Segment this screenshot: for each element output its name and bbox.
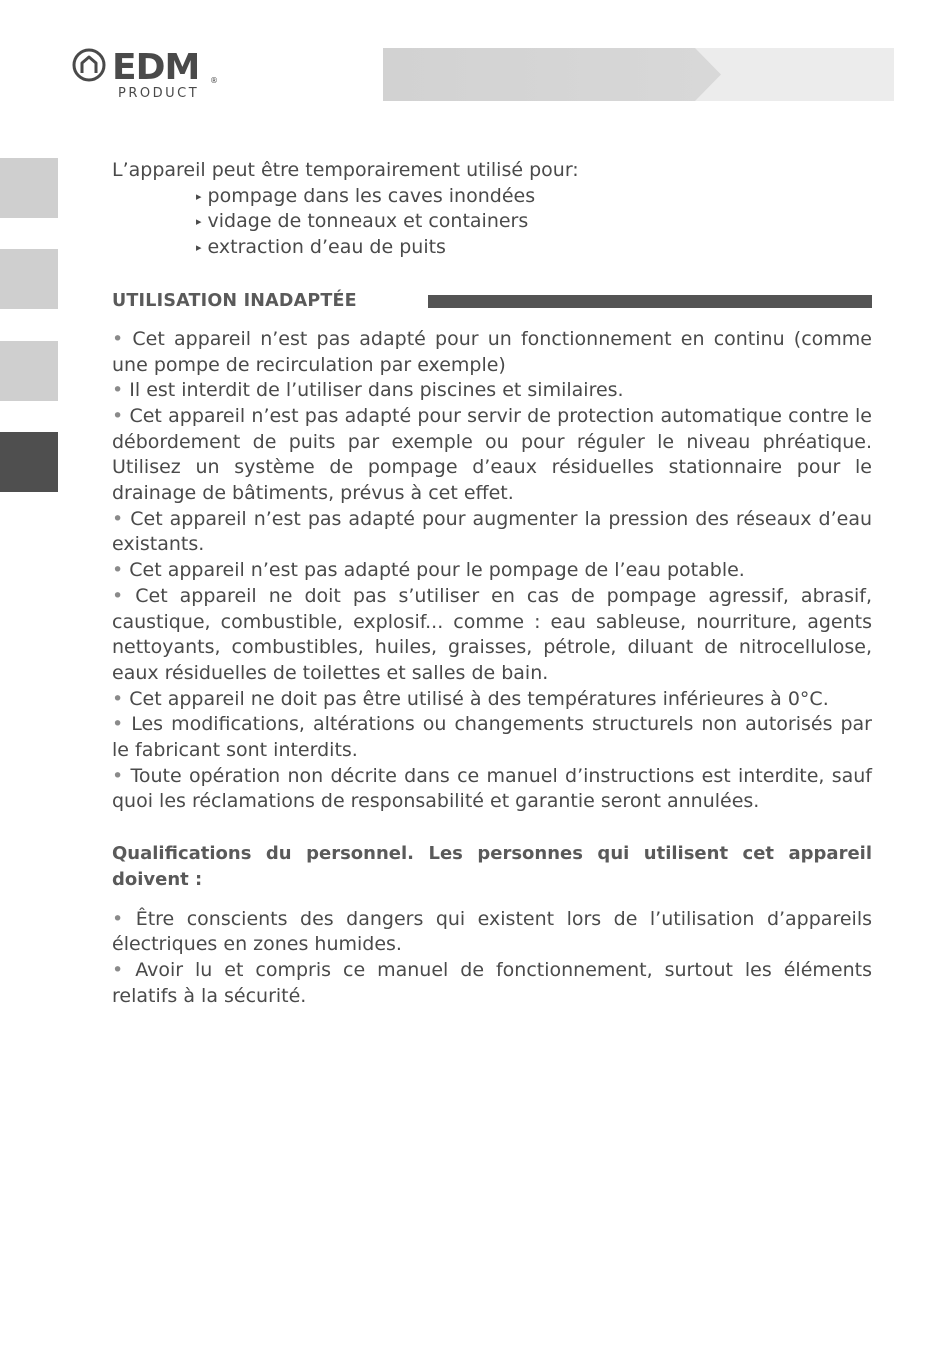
side-tab-2 <box>0 249 58 309</box>
list-item: • Cet appareil n’est pas adapté pour le pompage de l’eau potable. <box>112 559 745 582</box>
page-content <box>112 158 872 1009</box>
side-tab-3 <box>0 341 58 401</box>
intro-item: ▸ pompage dans les caves inondées <box>196 184 536 207</box>
triangle-bullet-icon: ▸ <box>196 241 202 255</box>
list-item: • Cet appareil ne doit pas s’utiliser en cas de pompage agressif, abrasif, caustique, combustible, explosif... comme : eau sableuse, nourriture, agents nettoyants, combustibles, huiles, graisses, pétrole, diluant de nitrocellulose, eaux résiduelles de toilettes et salles de bain. <box>112 584 872 684</box>
list-item: • Avoir lu et compris ce manuel de fonctionnement, surtout les éléments relatifs à la sécurité. <box>112 958 872 1007</box>
brand-name: EDM <box>112 47 200 88</box>
list-item: • Être conscients des dangers qui existent lors de l’utilisation d’appareils électriques en zones humides. <box>112 907 872 956</box>
list-item: • Cet appareil n’est pas adapté pour servir de protection automatique contre le débordement de puits par exemple ou pour réguler le niveau phréatique. Utilisez un système de pompage d’eaux résiduelles stationnaire pour le drainage de bâtiments, prévus à cet effet. <box>112 404 872 505</box>
house-logo-icon <box>72 48 106 82</box>
brand-logo <box>72 48 222 104</box>
list-item: • Cet appareil ne doit pas être utilisé à des températures inférieures à 0°C. <box>112 687 829 710</box>
brand-subtitle: PRODUCT <box>118 86 200 101</box>
intro-list <box>112 184 872 261</box>
side-tab-1 <box>0 158 58 218</box>
qualification-heading: Qualifications du personnel. Les personnes qui utilisent cet appareil doivent : <box>112 843 872 890</box>
registered-mark: ® <box>210 76 218 85</box>
section-title: UTILISATION INADAPTÉE <box>112 290 357 311</box>
list-item: • Les modifications, altérations ou changements structurels non autorisés par le fabricant sont interdits. <box>112 713 872 762</box>
intro-lead: L’appareil peut être temporairement utilisé pour: <box>112 159 579 181</box>
section-divider-bar <box>428 295 872 308</box>
restriction-list <box>112 327 872 815</box>
list-item: • Il est interdit de l’utiliser dans piscines et similaires. <box>112 379 624 402</box>
list-item: • Toute opération non décrite dans ce manuel d’instructions est interdite, sauf quoi les réclamations de responsabilité et garantie seront annulées. <box>112 764 872 813</box>
list-item: • Cet appareil n’est pas adapté pour augmenter la pression des réseaux d’eau existants. <box>112 507 872 556</box>
intro-item: ▸ extraction d’eau de puits <box>196 236 446 259</box>
triangle-bullet-icon: ▸ <box>196 189 202 203</box>
triangle-bullet-icon: ▸ <box>196 215 202 229</box>
side-tab-4-active <box>0 432 58 492</box>
header-banner <box>383 48 894 101</box>
intro-item: ▸ vidage de tonneaux et containers <box>196 210 529 233</box>
list-item: • Cet appareil n’est pas adapté pour un fonctionnement en continu (comme une pompe de recirculation par exemple) <box>112 327 872 376</box>
qualification-list <box>112 907 872 1010</box>
section-header <box>112 289 872 313</box>
